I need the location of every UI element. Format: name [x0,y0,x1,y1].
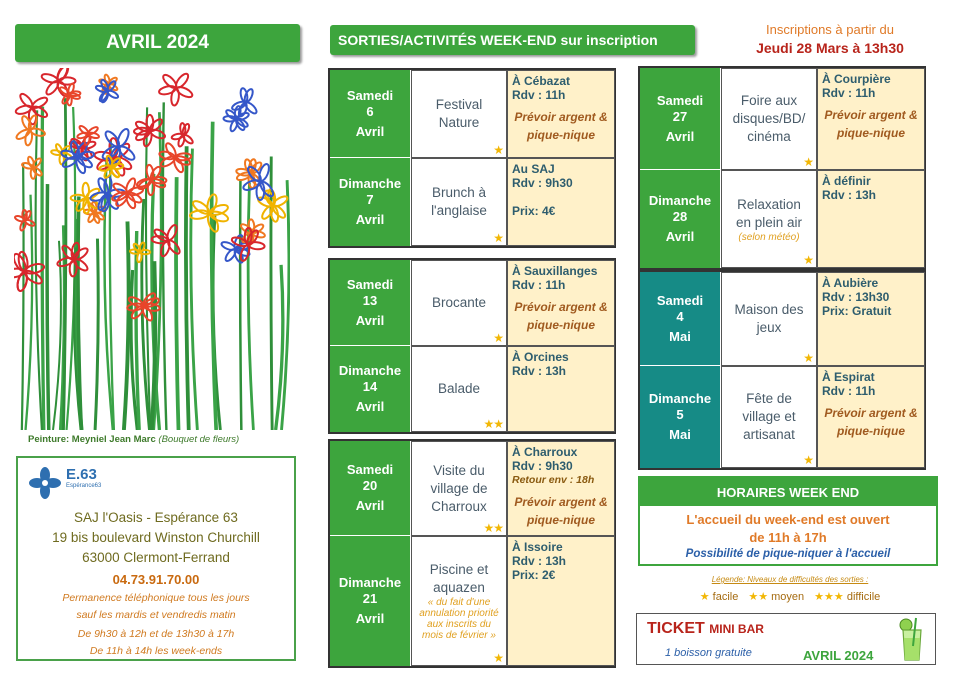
info-line: Au SAJ [512,162,555,176]
day-number: 13 [362,292,378,308]
day-cell [640,272,720,366]
weekend-table [328,258,616,434]
activity-info [507,158,615,246]
day-name: Samedi [346,276,394,292]
weekend-hours-line-2: de 11h à 17h [749,530,827,545]
info-warning: Prévoir argent & pique-nique [824,108,918,140]
day-cell [640,68,720,170]
difficulty-stars: ★ [803,351,813,365]
activity-info [817,68,925,170]
difficulty-stars: ★★ [483,521,503,535]
day-number: 20 [362,478,378,493]
legend-hard-label: difficile [846,591,881,603]
painting-credit-label: Peinture: Meyniel Jean Marc [28,434,156,445]
weekend-table [328,439,616,668]
contact-phone: 04.73.91.70.00 [112,572,200,587]
activity-note: (selon météo) [738,231,800,243]
activity-name: Fête de village et artisanat [742,391,796,442]
day-name: Dimanche [648,391,712,406]
painting-stem [176,177,178,430]
day-label [649,391,711,443]
difficulty-stars: ★ [803,453,813,467]
flower-painting [14,68,290,430]
contact-note-2: sauf les mardis et vendredis matin [76,609,236,621]
painting-flower [171,123,194,147]
activity-name: Maison des jeux [734,302,804,335]
day-cell [330,536,410,666]
contact-note-3: De 9h30 à 12h et de 13h30 à 17h [77,628,235,640]
info-line: À Sauxillanges [512,264,598,278]
activity-note: « du fait d'une annulation priorité aux inscrits du mois de février » [419,597,499,641]
info-line: À Cébazat [512,74,571,88]
day-label [657,293,703,345]
activity-name: Foire aux disques/BD/ cinéma [732,93,806,144]
info-line: À Aubière [822,276,879,290]
ticket-title-small: MINI BAR [709,622,764,636]
legend-easy-label: facile [712,591,739,603]
info-line: Rdv : 9h30 [512,176,573,190]
info-line: À Issoire [512,540,563,554]
activity-cell [721,170,817,268]
info-line: À Orcines [512,350,569,364]
legend-medium-stars: ★★ [748,591,769,603]
activity-cell [411,70,507,158]
painting-stem [271,156,272,430]
info-line: Rdv : 13h [512,364,567,378]
info-return-note: Retour env : 18h [512,474,595,486]
day-month: Mai [669,328,691,344]
day-month: Avril [355,399,385,414]
contact-box [16,456,296,661]
difficulty-stars: ★★ [483,417,503,431]
painting-stem [186,146,189,430]
difficulty-stars: ★ [493,651,503,665]
activity-cell [721,366,817,468]
ticket-month: AVRIL 2024 [803,648,874,663]
info-line: Rdv : 9h30 [512,459,573,473]
activity-cell [721,68,817,170]
contact-name: SAJ l'Oasis - Espérance 63 [74,510,238,525]
difficulty-stars: ★ [803,253,813,267]
difficulty-legend [640,590,940,603]
day-month: Avril [355,123,385,139]
info-line: Rdv : 11h [512,88,566,102]
activity-cell [411,441,507,536]
difficulty-stars: ★ [493,231,503,245]
weekend-table [638,66,926,270]
day-name: Dimanche [648,193,712,208]
info-warning: Prévoir argent & pique-nique [514,110,608,142]
difficulty-stars: ★ [493,331,503,345]
day-month: Avril [355,498,385,513]
day-month: Avril [665,128,695,144]
legend-medium [748,590,804,603]
activity-info [507,441,615,536]
day-number: 6 [366,103,374,119]
activity-cell [721,272,817,366]
day-month: Avril [665,229,695,244]
day-label [347,462,393,514]
contact-note-1: Permanence téléphonique tous les jours [62,592,250,604]
day-month: Avril [355,312,385,328]
activity-info [507,70,615,158]
painting-stem [276,265,283,430]
weekend-table [328,68,616,248]
day-name: Dimanche [338,575,402,590]
ticket-title [647,620,764,638]
activity-cell [411,260,507,346]
day-number: 5 [676,407,684,422]
flower-painting-image [14,68,290,430]
info-warning: Prévoir argent & pique-nique [824,406,918,438]
info-line: Rdv : 13h30 [822,290,890,304]
day-number: 7 [366,192,374,207]
weekend-hours-line-1: L'accueil du week-end est ouvert [686,512,890,527]
painting-stem [53,241,61,430]
day-label [339,575,401,627]
painting-stem [95,239,98,430]
legend-easy [700,590,739,603]
info-line [512,190,610,204]
activity-cell [411,536,507,666]
painting-stem [22,163,24,430]
info-line: Rdv : 11h [822,384,876,398]
day-cell [640,366,720,468]
info-line: À Charroux [512,445,578,459]
day-label [347,277,393,329]
day-name: Samedi [656,92,704,108]
activity-name: Relaxation en plein air [735,196,803,230]
info-line: À définir [822,174,871,188]
painting-credit-title: (Bouquet de fleurs) [158,434,240,445]
info-line: Prix: 2€ [512,568,556,582]
day-cell [330,441,410,536]
contact-note-4: De 11h à 14h les week-ends [89,645,223,657]
activity-name: Brocante [431,295,487,310]
painting-credit [28,434,239,445]
activity-cell [411,346,507,432]
day-name: Dimanche [338,363,402,378]
activity-name: Brunch à l'anglaise [431,185,487,218]
month-title: AVRIL 2024 [15,24,300,62]
day-number: 21 [362,591,378,606]
painting-stem [47,184,49,430]
info-line: À Espirat [822,370,875,384]
info-line: Rdv : 13h [512,554,567,568]
registration-intro: Inscriptions à partir du [766,22,894,37]
info-line: Rdv : 11h [512,278,566,292]
day-month: Avril [355,212,385,227]
day-number: 4 [676,308,684,324]
day-label [657,93,703,145]
weekend-hours-title: HORAIRES WEEK END [640,478,936,506]
day-name: Samedi [346,462,394,477]
day-cell [330,158,410,246]
weekend-table [638,270,926,470]
activity-info [507,536,615,666]
difficulty-stars: ★ [803,155,813,169]
activity-info [817,170,925,268]
day-name: Dimanche [338,176,402,191]
legend-medium-label: moyen [771,591,805,603]
painting-stem [124,221,129,430]
activity-info [507,260,615,346]
painting-stem [191,149,198,430]
painting-stem [26,195,33,430]
day-month: Avril [355,611,385,626]
info-line: Prix: Gratuit [822,304,892,318]
painting-flower [21,156,43,179]
cocktail-glass-icon [895,616,929,664]
activity-name: Festival Nature [435,97,483,130]
day-label [339,176,401,228]
logo-text: E.63 [66,466,97,483]
day-cell [330,70,410,158]
activity-info [817,272,925,366]
activity-name: Balade [437,381,481,396]
painting-stem [240,179,241,430]
activity-info [507,346,615,432]
day-month: Mai [669,427,691,442]
day-name: Samedi [346,87,394,103]
info-line: Rdv : 13h [822,188,877,202]
day-name: Samedi [656,292,704,308]
day-cell [330,260,410,346]
day-number: 27 [672,108,688,124]
mini-bar-ticket [636,613,936,665]
activity-info [817,366,925,468]
activity-cell [411,158,507,246]
day-number: 28 [672,209,688,224]
painting-flower [189,193,229,233]
activity-name: Visite du village de Charroux [430,462,488,514]
day-cell [330,346,410,432]
logo-subtitle: Espérance63 [66,483,102,489]
activity-name: Piscine et aquazen [429,562,489,595]
ticket-title-main: TICKET [647,620,705,637]
legend-easy-stars: ★ [699,591,710,603]
painting-flower [158,72,194,106]
legend-hard [814,590,880,603]
info-line: Prix: 4€ [512,204,556,218]
painting-flower [14,251,45,292]
weekend-hours-line-3: Possibilité de pique-niquer à l'accueil [685,548,891,560]
weekend-hours-box [638,476,938,566]
info-warning: Prévoir argent & pique-nique [514,300,608,332]
ticket-free-drink: 1 boisson gratuite [665,647,752,659]
day-label [347,88,393,140]
info-warning: Prévoir argent & pique-nique [514,495,608,527]
difficulty-stars: ★ [493,143,503,157]
day-cell [640,170,720,268]
legend-hard-stars: ★★★ [814,591,844,603]
day-label [339,363,401,415]
day-label [649,193,711,245]
difficulty-legend-title: Légende: Niveaux de difficultés des sorties : [711,575,869,584]
contact-city: 63000 Clermont-Ferrand [82,550,230,565]
painting-stem [78,196,81,430]
info-line: Rdv : 11h [822,86,876,100]
registration-date: Jeudi 28 Mars à 13h30 [756,40,904,56]
contact-street: 19 bis boulevard Winston Churchill [52,530,260,545]
info-line: À Courpière [822,72,891,86]
day-number: 14 [362,379,378,394]
activities-title: SORTIES/ACTIVITÉS WEEK-END sur inscription [330,25,695,55]
